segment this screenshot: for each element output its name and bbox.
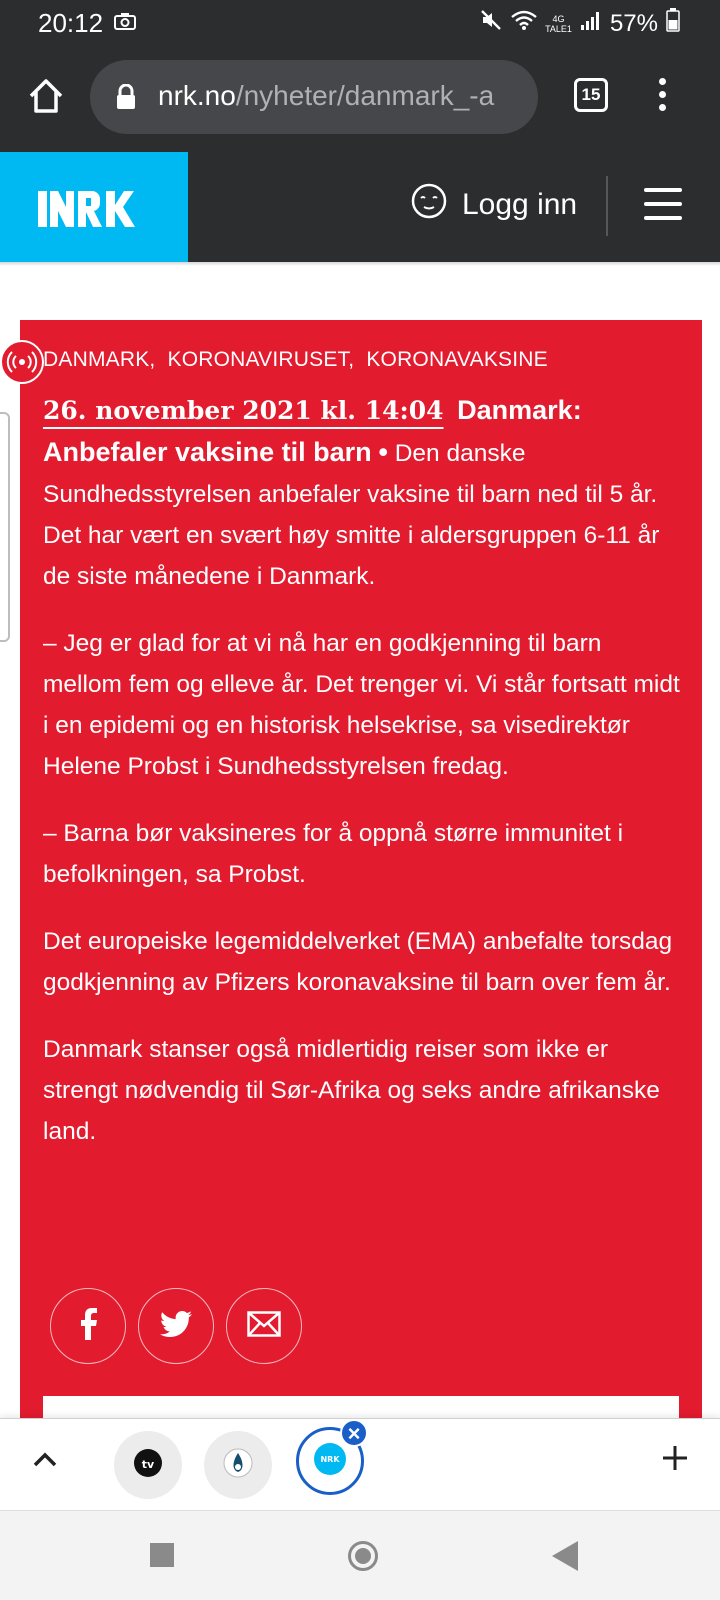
header-divider: [606, 176, 608, 236]
more-options-icon[interactable]: [656, 78, 668, 118]
headline-bullet: •: [378, 437, 388, 467]
tab-switcher-button[interactable]: 15: [574, 78, 608, 112]
login-button[interactable]: [410, 182, 577, 228]
live-article-card: [20, 320, 702, 1420]
system-nav-bar: [0, 1510, 720, 1600]
share-twitter-button[interactable]: [138, 1288, 214, 1364]
browser-toolbar: [0, 44, 720, 152]
tag-koronavaksine[interactable]: KORONAVAKSINE: [366, 348, 548, 371]
home-nav-icon[interactable]: [348, 1541, 378, 1571]
tag-koronaviruset[interactable]: KORONAVIRUSET,: [167, 348, 355, 371]
user-face-icon: [410, 182, 448, 228]
nrk-logo-link[interactable]: [0, 152, 188, 262]
article-paragraph: Det europeiske legemiddelverket (EMA) anbefalte torsdag godkjenning av Pfizers koronavaksine til barn over fem år.: [43, 928, 673, 996]
article-headline: Danmark: Anbefaler vaksine til barn: [43, 395, 582, 467]
battery-icon: [666, 8, 680, 39]
side-tab-handle[interactable]: [0, 412, 10, 642]
article-body: [43, 390, 683, 1178]
article-lead: Den danske Sundhedsstyrelsen anbefaler vaksine til barn ned til 5 år. Det har vært en svært høy smitte i aldersgruppen 6-11 år de siste månedene i Danmark.: [43, 440, 660, 590]
mute-icon: [479, 8, 503, 39]
wifi-icon: [511, 9, 537, 38]
login-label: Logg inn: [462, 188, 578, 221]
apple-tv-icon: [133, 1448, 163, 1483]
live-broadcast-icon: [0, 340, 44, 384]
address-bar[interactable]: [90, 60, 538, 134]
share-facebook-button[interactable]: [50, 1288, 126, 1364]
tag-danmark[interactable]: DANMARK,: [43, 348, 156, 371]
menu-icon[interactable]: [644, 188, 682, 230]
url-text[interactable]: [158, 80, 518, 112]
article-paragraph: – Jeg er glad for at vi nå har en godkjenning til barn mellom fem og elleve år. Det trenger vi. Vi står fortsatt midt i en epidemi og en historisk helsekrise, sa visedirektør Helene Probst i Sundhedsstyrelsen fredag.: [43, 630, 680, 780]
twitter-icon: [160, 1311, 192, 1342]
article-paragraph: – Barna bør vaksineres for å oppnå større immunitet i befolkningen, sa Probst.: [43, 820, 624, 888]
facebook-icon: [78, 1308, 98, 1345]
url-domain: nrk.no: [158, 80, 236, 111]
article-tags: [43, 348, 554, 372]
battery-percent: 57%: [609, 9, 658, 37]
email-icon: [247, 1311, 281, 1342]
home-icon[interactable]: [26, 76, 66, 116]
share-email-button[interactable]: [226, 1288, 302, 1364]
expand-tabs-chevron-icon[interactable]: [30, 1445, 60, 1480]
article-paragraph: Danmark stanser også midlertidig reiser som ikke er strengt nødvendig til Sør-Afrika og seks andre afrikanske land.: [43, 1036, 660, 1145]
recents-icon[interactable]: [150, 1543, 174, 1567]
network-carrier: TALE1: [545, 23, 572, 34]
network-indicator: [545, 14, 572, 34]
lock-icon: [116, 84, 136, 115]
status-bar: [0, 0, 720, 44]
back-icon[interactable]: [552, 1541, 578, 1571]
tab-strip: [0, 1418, 720, 1510]
tab-apple-tv[interactable]: [114, 1431, 182, 1499]
tab1-label: tv: [141, 1457, 155, 1471]
lead-paragraph: [43, 390, 683, 597]
url-path: /nyheter/danmark_-a: [235, 80, 495, 111]
tab-drop-site[interactable]: [204, 1431, 272, 1499]
new-tab-plus-icon[interactable]: [660, 1437, 690, 1481]
status-time: 20:12: [38, 8, 104, 38]
nrk-tab-icon: [313, 1442, 347, 1481]
share-buttons: [50, 1288, 302, 1364]
nrk-logo: [38, 176, 142, 241]
header-shadow: [0, 262, 720, 266]
drop-logo-icon: [223, 1448, 253, 1483]
article-date[interactable]: 26. november 2021 kl. 14:04: [43, 396, 444, 425]
camera-icon: [114, 12, 136, 35]
site-header: [0, 152, 720, 262]
signal-icon: [580, 9, 602, 38]
tab3-label: NRK: [320, 1454, 340, 1464]
close-tab-icon[interactable]: ×: [340, 1419, 368, 1447]
network-type: 4G: [552, 13, 565, 24]
status-icons: [479, 8, 680, 39]
